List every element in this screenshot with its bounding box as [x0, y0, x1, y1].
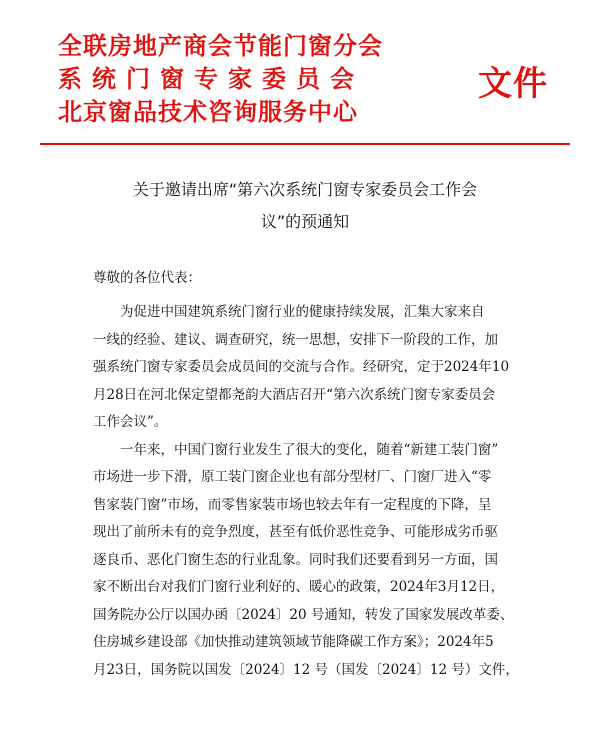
document-body — [93, 299, 523, 684]
title-line-2: 议”的预通知 — [260, 212, 350, 231]
paragraph-2 — [93, 437, 523, 685]
org-name-2: 系统门窗专家委员会 — [58, 65, 364, 93]
body-line: 为促进中国建筑系统门窗行业的健康持续发展，汇集大家来自 — [120, 304, 485, 320]
paragraph-1 — [93, 299, 523, 437]
body-line: 一线的经验、建议、调查研究，统一思想，安排下一阶段的工作，加 — [93, 331, 498, 348]
body-line: 逐良币、恶化门窗生态的行业乱象。同时我们还要看到另一方面，国 — [93, 551, 498, 568]
body-line: 工作会议”。 — [93, 414, 168, 430]
salutation: 尊敬的各位代表： — [93, 270, 201, 286]
issuing-organizations — [58, 30, 478, 129]
document-title — [90, 174, 520, 238]
body-line: 市场进一步下滑，原工装门窗企业也有部分型材厂、门窗厂进入“零 — [93, 469, 492, 485]
body-line: 家不断出台对我们门窗行业利好的、暖心的政策，2024年3月12日， — [93, 579, 505, 595]
title-line-1: 关于邀请出席“第六次系统门窗专家委员会工作会 — [132, 180, 478, 199]
body-line: 一年来，中国门窗行业发生了很大的变化，随着“新建工装门窗” — [120, 441, 499, 458]
org-name-3: 北京窗品技术咨询服务中心 — [58, 98, 358, 126]
body-line: 月23日，国务院以国发〔2024〕12 号（国发〔2024〕12 号）文件， — [93, 661, 519, 678]
letterhead — [58, 30, 558, 140]
org-name-1: 全联房地产商会节能门窗分会 — [58, 32, 383, 60]
body-line: 售家装门窗”市场，而零售家装市场也较去年有一定程度的下降，呈 — [93, 496, 492, 513]
document-type-label: 文件 — [478, 64, 548, 104]
body-line: 现出了前所未有的竞争烈度，甚至有低价恶性竞争、可能形成劣币驱 — [93, 524, 498, 540]
body-line: 国务院办公厅以国办函〔2024〕20 号通知，转发了国家发展改革委、 — [93, 606, 514, 623]
header-divider — [40, 143, 570, 145]
body-line: 月28日在河北保定望都尧韵大酒店召开“第六次系统门窗专家委员会 — [93, 386, 496, 403]
body-line: 住房城乡建设部《加快推动建筑领域节能降碳工作方案》；2024年5 — [93, 634, 494, 650]
body-line: 强系统门窗专家委员会成员间的交流与合作。经研究，定于2024年10 — [93, 359, 510, 375]
